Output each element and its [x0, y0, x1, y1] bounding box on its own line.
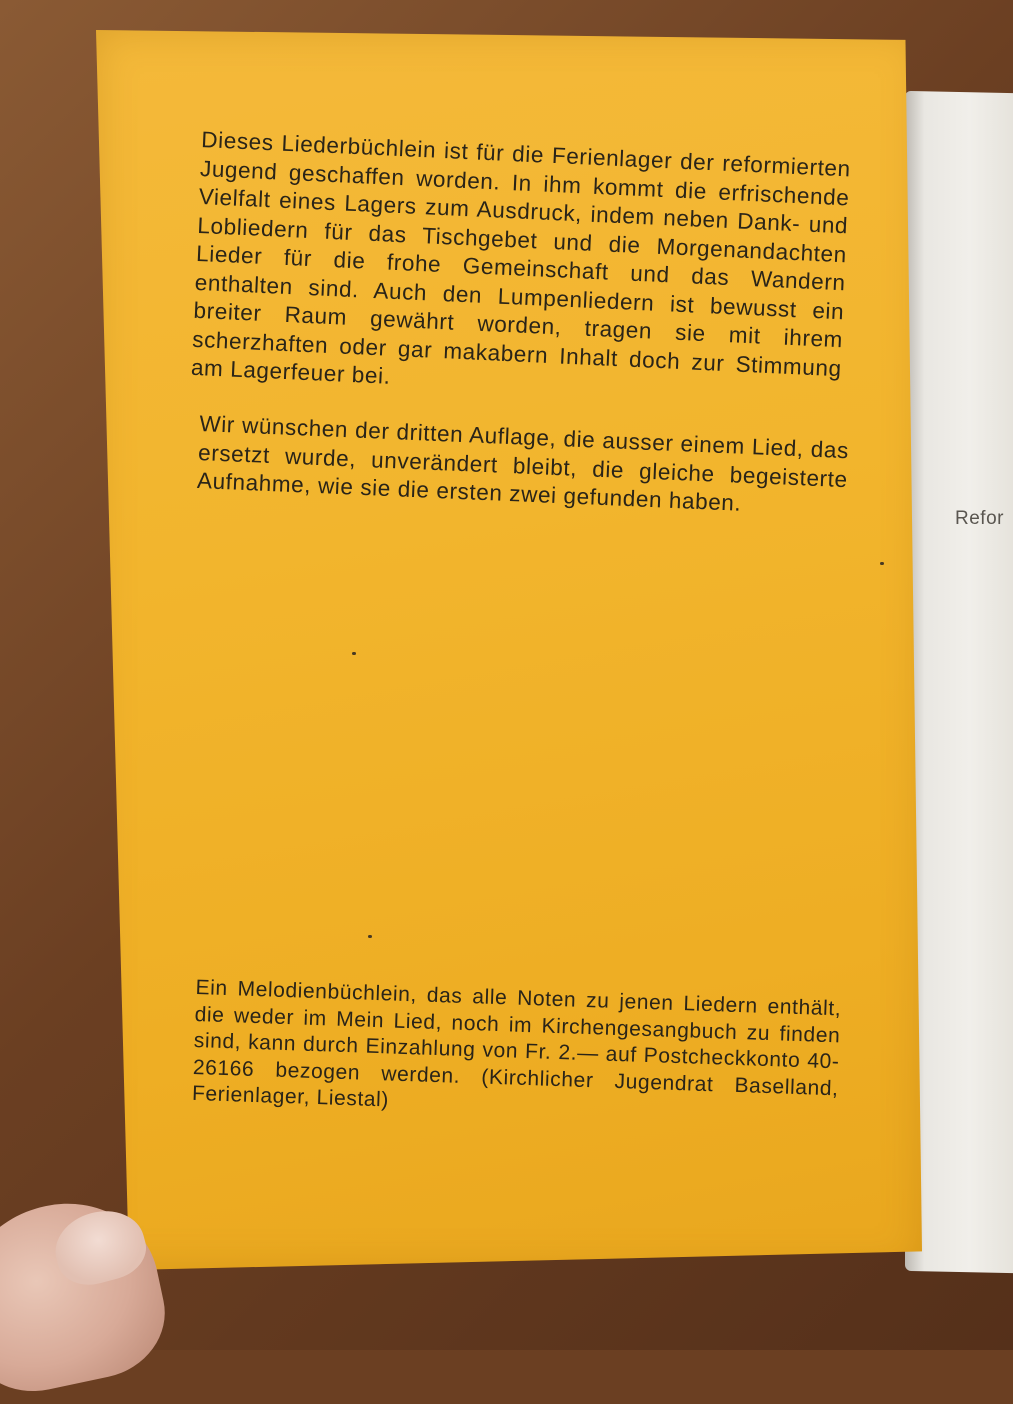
facing-page: [905, 91, 1013, 1273]
third-edition-paragraph: Wir wünschen der dritten Auflage, die ausser einem Lied, das ersetzt wurde, unverändert bleibt, die gleiche begeisterte Aufnahme, wie sie die ersten zwei gefunden haben.: [196, 410, 850, 516]
facing-page-text-fragment: Refor: [955, 508, 1004, 529]
paper-speck: [368, 935, 372, 938]
intro-paragraph: Dieses Liederbüchlein ist für die Ferienlager der reformierten Jugend geschaffen worden. In ihm kommt die erfrischende Vielfalt eines Lagers zum Ausdruck, indem neben Dank- und Lobliedern für das Tischgebet und die Morgenandachten Lieder für die frohe Gemeinschaft und das Wandern enthalten sind. Auch den Lumpenliedern ist bewusst ein breiter Raum gewährt worden, tragen sie mit ihrem scherzhaften oder gar makabern Inhalt doch zur Stimmung am Lagerfeuer bei.: [190, 126, 852, 389]
melody-booklet-paragraph: Ein Melodienbüchlein, das alle Noten zu jenen Liedern enthält, die weder im Mein Lied, noch im Kirchengesangbuch zu finden sind, kann durch Einzahlung von Fr. 2.— auf Postcheckkonto 40-26166 bezogen werden. (Kirchlicher Jugendrat Baselland, Ferienlager, Liestal): [191, 975, 842, 1112]
paper-speck: [352, 652, 356, 655]
paper-speck: [880, 562, 884, 565]
